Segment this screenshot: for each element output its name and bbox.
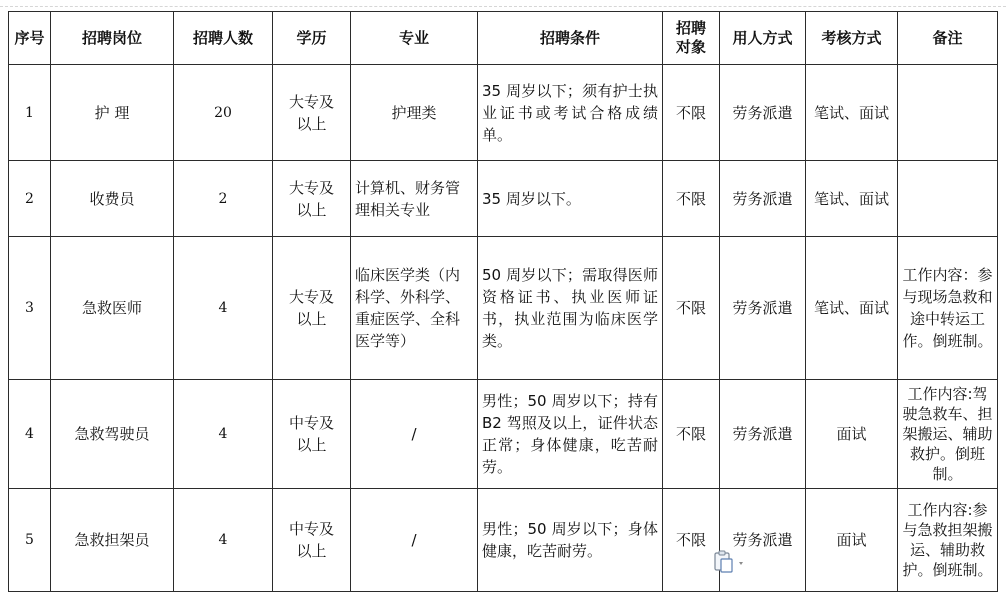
table-row [9,380,998,489]
page-margin-guide [0,6,1006,7]
header-assessment: 考核方式 [806,12,898,65]
cell-requirements: 35 周岁以下。 [478,161,663,237]
cell-requirements: 男性；50 周岁以下；持有 B2 驾照及以上，证件状态正常；身体健康，吃苦耐劳。 [478,380,663,489]
table-row [9,237,998,380]
cell-count: 2 [174,161,273,237]
table-row [9,489,998,592]
cell-position: 护 理 [51,65,174,161]
cell-seq: 5 [9,489,51,592]
cell-count: 20 [174,65,273,161]
cell-education: 中专及以上 [273,380,351,489]
recruitment-table [8,11,998,592]
cell-requirements: 50 周岁以下；需取得医师资格证书、执业医师证书，执业范围为临床医学类。 [478,237,663,380]
header-remarks: 备注 [898,12,998,65]
cell-position: 收费员 [51,161,174,237]
cell-target: 不限 [663,380,720,489]
cell-seq: 4 [9,380,51,489]
cell-count: 4 [174,380,273,489]
cell-seq: 3 [9,237,51,380]
cell-major: 计算机、财务管理相关专业 [351,161,478,237]
cell-education: 中专及以上 [273,489,351,592]
cell-remarks: 工作内容:参与急救担架搬运、辅助救护。倒班制。 [898,489,998,592]
table-row [9,161,998,237]
cell-remarks: 工作内容:驾驶急救车、担架搬运、辅助救护。倒班制。 [898,380,998,489]
cell-employment: 劳务派遣 [720,380,806,489]
cell-employment: 劳务派遣 [720,489,806,592]
cell-requirements: 男性；50 周岁以下；身体健康，吃苦耐劳。 [478,489,663,592]
cell-remarks [898,65,998,161]
cell-remarks: 工作内容：参与现场急救和途中转运工作。倒班制。 [898,237,998,380]
cell-employment: 劳务派遣 [720,161,806,237]
cell-major: 临床医学类（内科学、外科学、重症医学、全科医学等） [351,237,478,380]
cell-target: 不限 [663,489,720,592]
cell-target: 不限 [663,237,720,380]
header-major: 专业 [351,12,478,65]
header-requirements: 招聘条件 [478,12,663,65]
cell-employment: 劳务派遣 [720,237,806,380]
cell-target: 不限 [663,65,720,161]
cell-major: 护理类 [351,65,478,161]
cell-assessment: 笔试、面试 [806,237,898,380]
header-target: 招聘对象 [663,12,720,65]
header-education: 学历 [273,12,351,65]
cell-education: 大专及以上 [273,161,351,237]
cell-target: 不限 [663,161,720,237]
header-position: 招聘岗位 [51,12,174,65]
cell-count: 4 [174,489,273,592]
cell-assessment: 面试 [806,489,898,592]
cell-requirements: 35 周岁以下；须有护士执业证书或考试合格成绩单。 [478,65,663,161]
cell-assessment: 面试 [806,380,898,489]
cell-seq: 1 [9,65,51,161]
header-seq: 序号 [9,12,51,65]
cell-major: / [351,380,478,489]
cell-education: 大专及以上 [273,237,351,380]
header-row [9,12,998,65]
cell-assessment: 笔试、面试 [806,65,898,161]
cell-position: 急救担架员 [51,489,174,592]
cell-position: 急救驾驶员 [51,380,174,489]
header-employment: 用人方式 [720,12,806,65]
cell-seq: 2 [9,161,51,237]
cell-assessment: 笔试、面试 [806,161,898,237]
clipboard-paste-icon[interactable] [712,550,752,574]
header-count: 招聘人数 [174,12,273,65]
cell-major: / [351,489,478,592]
cell-position: 急救医师 [51,237,174,380]
cell-employment: 劳务派遣 [720,65,806,161]
cell-remarks [898,161,998,237]
cell-count: 4 [174,237,273,380]
cell-education: 大专及以上 [273,65,351,161]
table-row [9,65,998,161]
